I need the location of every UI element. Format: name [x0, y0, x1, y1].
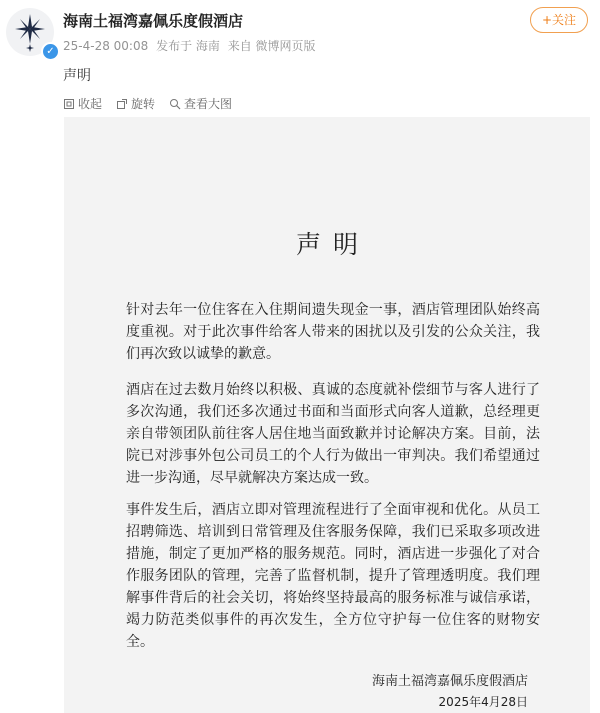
author-name[interactable]: 海南土福湾嘉佩乐度假酒店: [63, 12, 244, 30]
post-text: 声明: [63, 68, 91, 84]
statement-paragraph-2: 酒店在过去数月始终以积极、真诚的态度就补偿细节与客人进行了多次沟通，我们还多次通过书面和当面形式向客人道歉，总经理更亲自带领团队前往客人居住地当面致歉并讨论解决方案。目前，法院已对涉事外包公司员工的个人行为做出一审判决。我们希望通过进一步沟通，尽早就解决方案达成一致。: [126, 382, 540, 486]
view-large-button[interactable]: [169, 95, 232, 112]
rotate-button[interactable]: [116, 95, 155, 112]
statement-date: 2025年4月28日: [438, 695, 528, 709]
image-toolbar: [63, 95, 232, 112]
follow-button[interactable]: +关注: [530, 7, 588, 33]
post-location: 发布于 海南: [156, 39, 220, 53]
collapse-icon: [63, 98, 75, 110]
post-time[interactable]: 25-4-28 00:08: [63, 39, 149, 53]
avatar[interactable]: [6, 8, 54, 56]
statement-paragraph-1: 针对去年一位住客在入住期间遗失现金一事，酒店管理团队始终高度重视。对于此次事件给客人带来的困扰以及引发的公众关注，我们再次致以诚挚的歉意。: [126, 302, 540, 362]
statement-title: 声明: [295, 230, 370, 259]
view-large-label: 查看大图: [184, 97, 233, 111]
collapse-button[interactable]: [63, 95, 102, 112]
magnify-icon: [169, 98, 181, 110]
statement-paragraph-3: 事件发生后，酒店立即对管理流程进行了全面审视和优化。从员工招聘筛选、培训到日常管理及住客服务保障，我们已采取多项改进措施，制定了更加严格的服务规范。同时，酒店进一步强化了对合作服务团队的管理，完善了监督机制，提升了管理透明度。我们理解事件背后的社会关切，将始终坚持最高的服务标准与诚信承诺，竭力防范类似事件的再次发生，全方位守护每一位住客的财物安全。: [126, 502, 540, 650]
post-meta: [63, 37, 320, 54]
statement-signature: 海南土福湾嘉佩乐度假酒店: [371, 674, 528, 689]
post-source: 来自 微博网页版: [227, 39, 316, 53]
statement-image[interactable]: [64, 117, 590, 713]
verified-badge-icon: ✓: [41, 42, 60, 61]
rotate-icon: [116, 98, 128, 110]
rotate-label: 旋转: [131, 97, 156, 111]
collapse-label: 收起: [78, 97, 103, 111]
